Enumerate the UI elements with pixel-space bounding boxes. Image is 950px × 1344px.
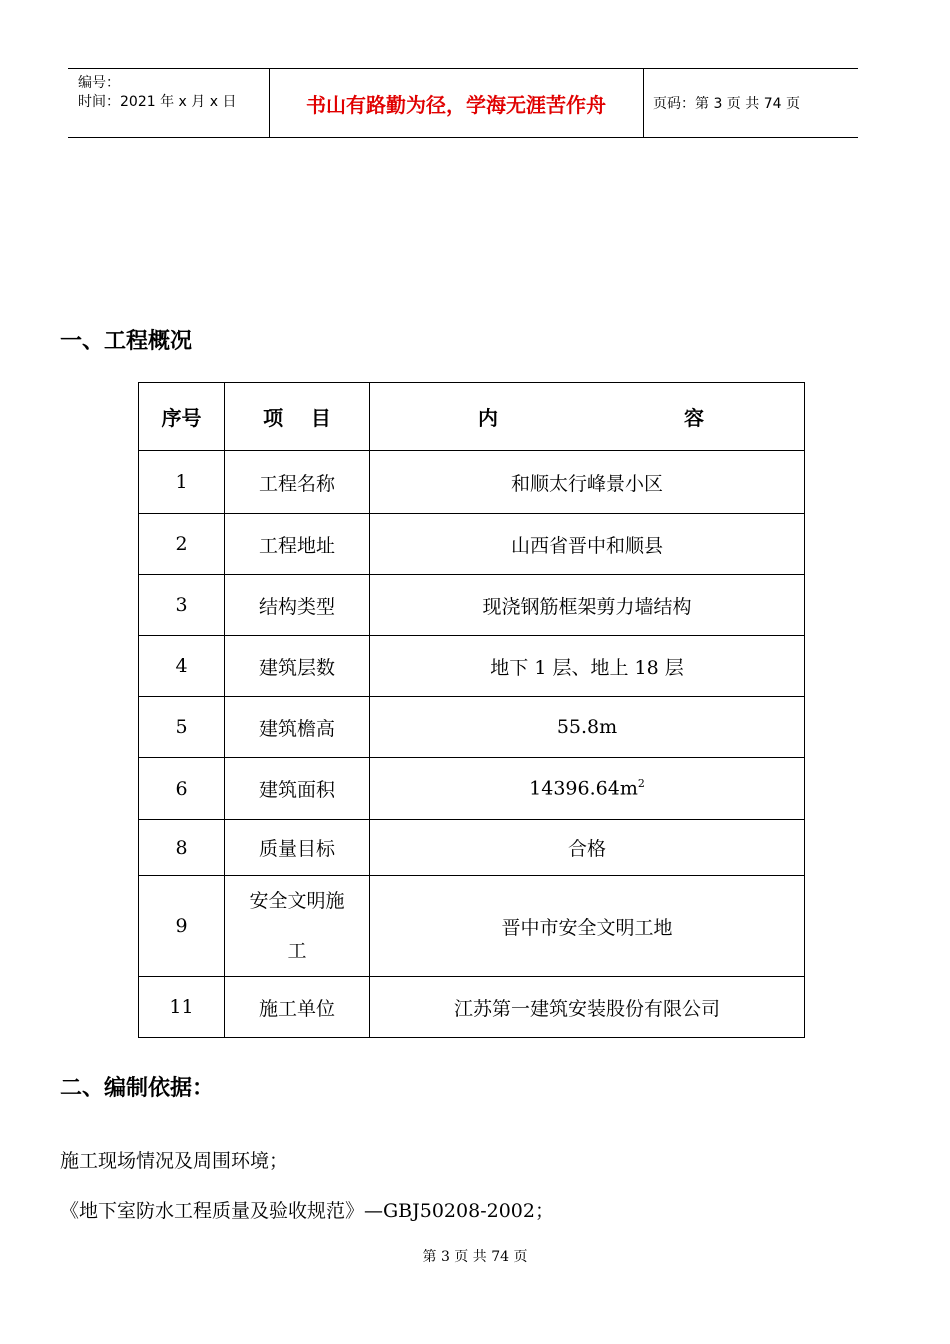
row-content: 现浇钢筋框架剪力墙结构 — [370, 575, 805, 636]
header-content-left: 内 — [478, 406, 498, 430]
section1-heading: 一、工程概况 — [60, 329, 193, 354]
row-content: 合格 — [370, 820, 805, 876]
row-item-line1: 安全文明施 — [249, 890, 345, 912]
table-row — [139, 514, 805, 575]
row-content: 地下 1 层、地上 18 层 — [370, 636, 805, 697]
table-row — [139, 876, 805, 977]
row-no: 2 — [139, 514, 225, 575]
row-item: 工程名称 — [225, 451, 370, 514]
header-page-cell — [643, 69, 858, 137]
row-content: 晋中市安全文明工地 — [370, 876, 805, 977]
row-item: 施工单位 — [225, 977, 370, 1038]
page-footer: 第 3 页 共 74 页 — [422, 1249, 528, 1265]
header-number-label: 编号： — [78, 75, 120, 91]
area-value: 14396.64m — [529, 777, 638, 800]
row-item: 质量目标 — [225, 820, 370, 876]
header-left-cell — [68, 69, 270, 137]
row-item: 建筑层数 — [225, 636, 370, 697]
row-item: 结构类型 — [225, 575, 370, 636]
header-item — [225, 383, 370, 451]
row-item: 工程地址 — [225, 514, 370, 575]
table-row — [139, 758, 805, 820]
row-content: 山西省晋中和顺县 — [370, 514, 805, 575]
header-page-label: 页码：第 3 页 共 74 页 — [653, 96, 800, 112]
row-item: 建筑面积 — [225, 758, 370, 820]
header-content — [370, 383, 805, 451]
row-no: 6 — [139, 758, 225, 820]
table-row — [139, 697, 805, 758]
header-motto: 书山有路勤为径，学海无涯苦作舟 — [306, 92, 606, 117]
header-time-label: 时间：2021 年 x 月 x 日 — [78, 94, 237, 110]
section2-heading: 二、编制依据： — [60, 1076, 215, 1101]
row-no: 9 — [139, 876, 225, 977]
row-no: 3 — [139, 575, 225, 636]
header-no: 序号 — [139, 383, 225, 451]
row-content: 和顺太行峰景小区 — [370, 451, 805, 514]
table-header-row — [139, 383, 805, 451]
row-no: 5 — [139, 697, 225, 758]
row-no: 4 — [139, 636, 225, 697]
header-item-text: 项 目 — [263, 406, 331, 430]
row-item: 建筑檐高 — [225, 697, 370, 758]
row-content: 55.8m — [370, 697, 805, 758]
basis-line-1: 施工现场情况及周围环境； — [60, 1150, 289, 1172]
row-item — [225, 876, 370, 977]
row-no: 1 — [139, 451, 225, 514]
table-row — [139, 977, 805, 1038]
header-motto-cell — [269, 69, 644, 137]
table-row — [139, 820, 805, 876]
table-row — [139, 451, 805, 514]
row-content: 江苏第一建筑安装股份有限公司 — [370, 977, 805, 1038]
basis-line-2: 《地下室防水工程质量及验收规范》—GBJ50208-2002； — [60, 1200, 554, 1222]
header-content-right: 容 — [684, 406, 704, 430]
row-no: 11 — [139, 977, 225, 1038]
page-header — [68, 68, 858, 138]
row-content — [370, 758, 805, 820]
table-row — [139, 636, 805, 697]
area-superscript: 2 — [637, 777, 645, 791]
project-overview-table — [138, 382, 805, 1038]
table-row — [139, 575, 805, 636]
row-item-line2: 工 — [287, 940, 307, 962]
row-no: 8 — [139, 820, 225, 876]
